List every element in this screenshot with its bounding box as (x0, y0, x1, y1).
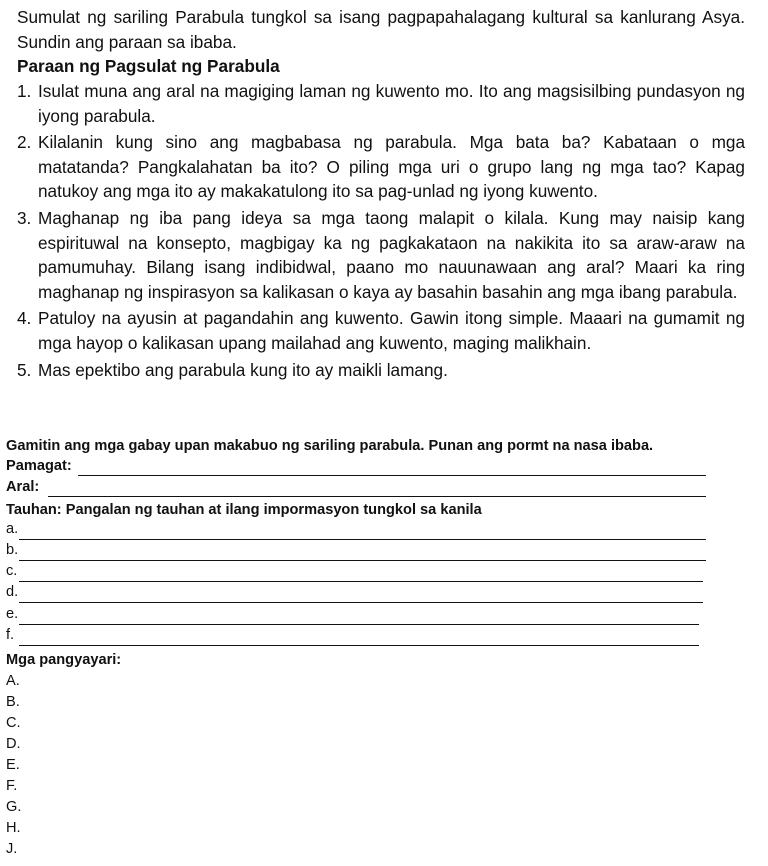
event-item: A. (6, 673, 20, 689)
step-number: 4. (17, 308, 32, 329)
event-item: J. (6, 841, 18, 857)
intro-paragraph: Sumulat ng sariling Parabula tungkol sa isang pagpapahalagang kultural sa kanlurang Asya. Sundin ang paraan sa ibaba. (17, 7, 745, 52)
step-number: 3. (17, 207, 32, 228)
step-text: Maghanap ng iba pang ideya sa mga taong malapit o kilala. Kung may naisip kang espirituwal na konsepto, magbigay ka ng pagkakataon na nakikita ito sa araw-araw na pamumuhay. Bilang isang indibidwal, paano mo nauunawaan ang aral? Maari ka ring maghanap ng inspirasyon sa kalikasan o kaya ay basahin basahin ang mga ibang parabula. (38, 207, 745, 302)
character-row[interactable] (6, 542, 706, 562)
pamagat-field[interactable] (6, 458, 706, 478)
character-label: c. (6, 563, 18, 579)
form-instruction: Gamitin ang mga gabay upan makabuo ng sariling parabula. Punan ang pormt na nasa ibaba. (6, 438, 654, 454)
tauhan-heading: Tauhan: Pangalan ng tauhan at ilang impormasyon tungkol sa kanila (6, 502, 482, 518)
pamagat-blank-line[interactable] (78, 475, 706, 476)
step-number: 5. (17, 359, 32, 380)
character-label: a. (6, 521, 19, 537)
character-label: e. (6, 606, 19, 622)
character-label: d. (6, 584, 19, 600)
character-blank-line[interactable] (19, 560, 706, 561)
event-item: H. (6, 820, 21, 836)
character-blank-line[interactable] (19, 581, 703, 582)
character-row[interactable] (6, 563, 706, 583)
step-item (17, 130, 745, 204)
character-label: b. (6, 542, 19, 558)
character-row[interactable] (6, 606, 706, 626)
event-item: C. (6, 715, 21, 731)
event-item: E. (6, 757, 20, 773)
aral-label: Aral: (6, 479, 40, 495)
pamagat-label: Pamagat: (6, 458, 72, 474)
character-blank-line[interactable] (19, 602, 703, 603)
character-row[interactable] (6, 521, 706, 541)
step-text: Patuloy na ayusin at pagandahin ang kuwento. Gawin itong simple. Maaari na gumamit ng mga hayop o kalikasan upang mailahad ang kuwento, maging malikhain. (38, 308, 745, 353)
character-label: f. (6, 627, 15, 643)
steps-heading: Paraan ng Pagsulat ng Parabula (17, 56, 280, 76)
aral-field[interactable] (6, 479, 706, 499)
step-text: Isulat muna ang aral na magiging laman ng kuwento mo. Ito ang magsisilbing pundasyon ng iyong parabula. (38, 81, 745, 126)
step-number: 1. (17, 81, 32, 101)
character-blank-line[interactable] (19, 539, 706, 540)
character-blank-line[interactable] (19, 645, 699, 646)
step-text: Kilalanin kung sino ang magbabasa ng parabula. Mga bata ba? Kabataan o mga matatanda? Pangkalahatan ba ito? O piling mga uri o grupo lang ng mga tao? Kapag natukoy ang mga ito ay makakatulong ito sa pag-unlad ng iyong kuwento. (38, 132, 745, 202)
event-item: F. (6, 778, 18, 794)
event-item: D. (6, 736, 21, 752)
step-item (17, 206, 745, 304)
character-row[interactable] (6, 584, 706, 604)
character-blank-line[interactable] (19, 624, 699, 625)
event-item: G. (6, 799, 22, 815)
steps-list (17, 79, 745, 384)
events-heading: Mga pangyayari: (6, 652, 122, 668)
step-number: 2. (17, 132, 32, 153)
step-text: Mas epektibo ang parabula kung ito ay maikli lamang. (38, 359, 448, 380)
aral-blank-line[interactable] (48, 496, 706, 497)
step-item (17, 79, 745, 128)
event-item: B. (6, 694, 20, 710)
step-item (17, 358, 745, 383)
character-row[interactable] (6, 627, 706, 647)
step-item (17, 306, 745, 355)
